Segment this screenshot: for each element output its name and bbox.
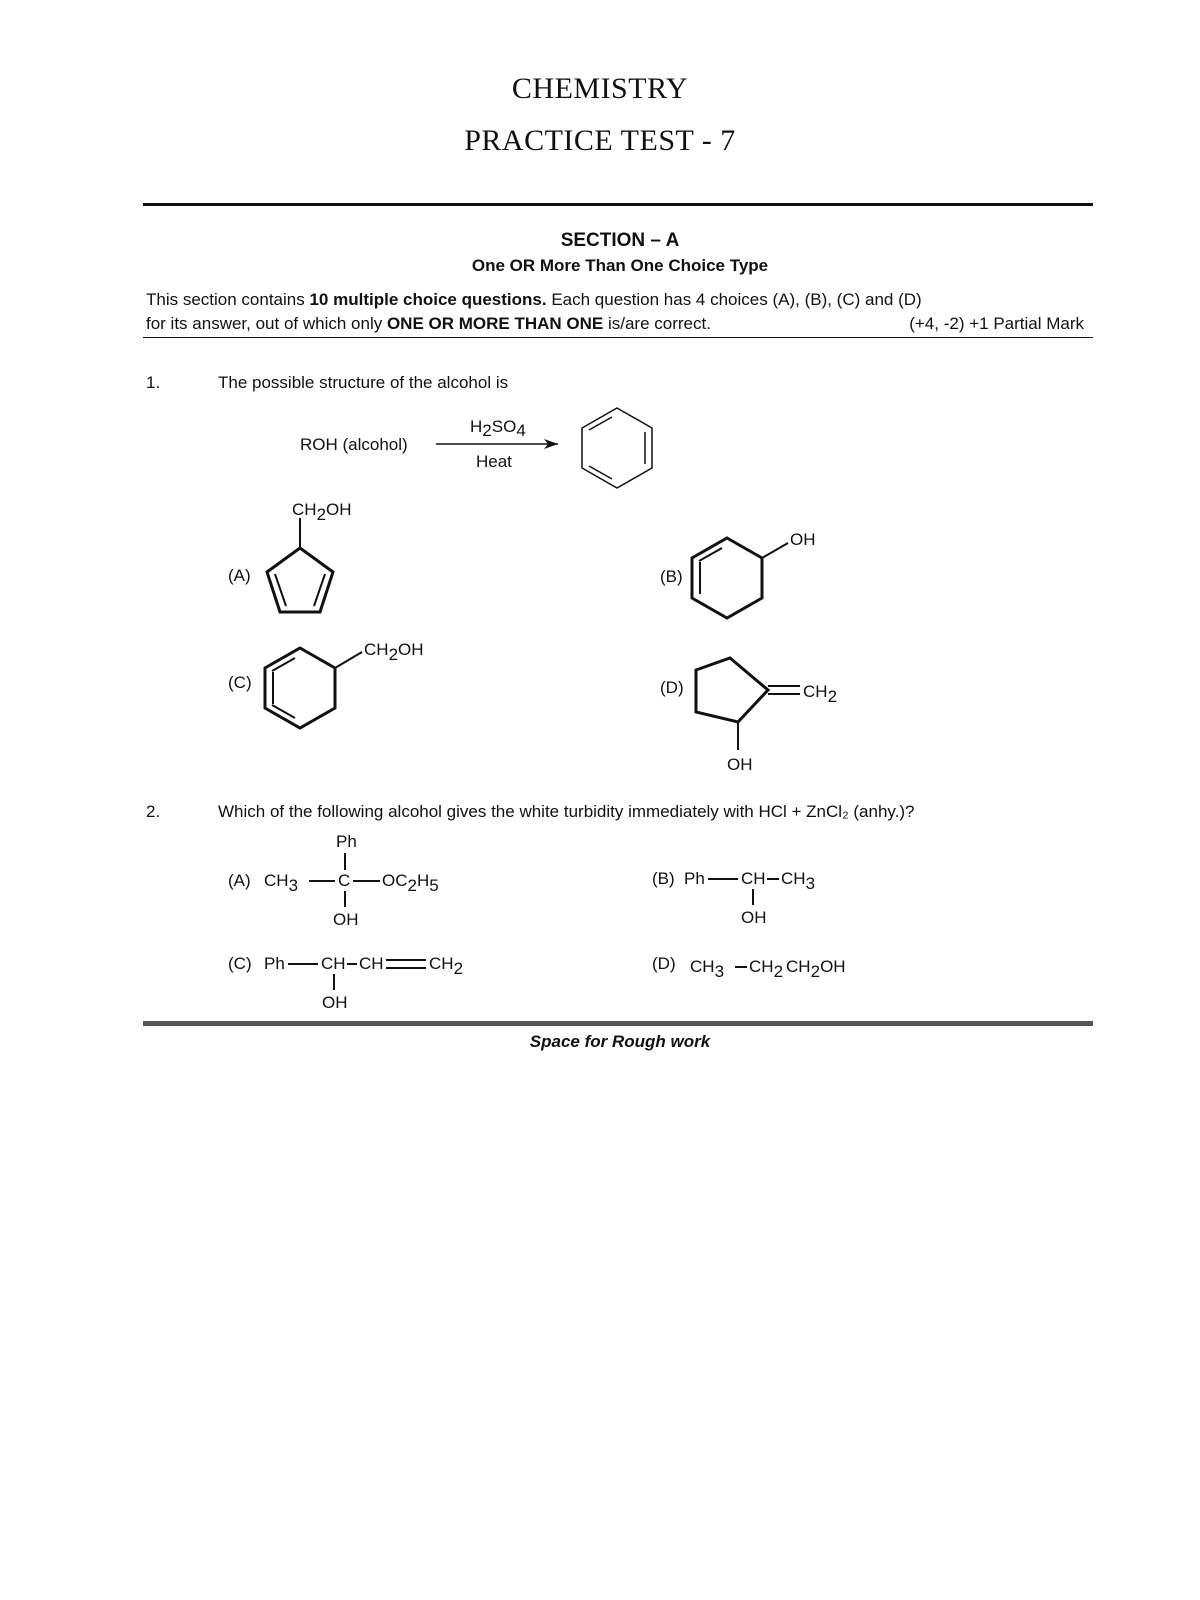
option-a-substituent: CH2OH bbox=[292, 500, 352, 524]
q2-b-hydroxyl: OH bbox=[741, 908, 767, 927]
condition-label: Heat bbox=[476, 452, 512, 471]
option-a-structure bbox=[267, 518, 333, 612]
q2-b-methyl: CH3 bbox=[781, 869, 816, 893]
marking-scheme: (+4, -2) +1 Partial Mark bbox=[909, 314, 1084, 333]
q2-b-ch: CH bbox=[741, 869, 766, 888]
page-title: CHEMISTRY bbox=[511, 72, 689, 105]
q2-a-phenyl: Ph bbox=[336, 832, 357, 851]
q2-option-d-label: (D) bbox=[652, 954, 676, 973]
option-c-substituent: CH2OH bbox=[364, 640, 424, 664]
bottom-divider bbox=[143, 1021, 1093, 1026]
section-title: SECTION – A bbox=[560, 230, 680, 251]
q2-c-ch-2: CH bbox=[359, 954, 384, 973]
q2-c-hydroxyl: OH bbox=[322, 993, 348, 1012]
question-2-number: 2. bbox=[146, 802, 161, 821]
option-a-label: (A) bbox=[228, 566, 251, 585]
question-1-text: The possible structure of the alcohol is bbox=[218, 373, 509, 392]
q2-b-phenyl: Ph bbox=[684, 869, 705, 888]
section-type: One OR More Than One Choice Type bbox=[471, 256, 769, 275]
q2-option-a-label: (A) bbox=[228, 871, 251, 890]
q2-c-methylene: CH2 bbox=[429, 954, 464, 978]
reagent-label: H2SO4 bbox=[470, 417, 526, 440]
instr-text: Each question has 4 choices (A), (B), (C) and (D) bbox=[546, 290, 922, 309]
question-2-text: Which of the following alcohol gives the white turbidity immediately with HCl + ZnCl₂ (anhy.)? bbox=[218, 802, 915, 821]
benzene-product bbox=[582, 408, 652, 488]
q2-option-b-label: (B) bbox=[652, 869, 675, 888]
instr-text: This section contains bbox=[146, 290, 310, 309]
option-d-structure bbox=[696, 658, 800, 750]
instr-text: for its answer, out of which only bbox=[146, 314, 387, 333]
q2-c-ch: CH bbox=[321, 954, 346, 973]
reactant-label: ROH (alcohol) bbox=[300, 435, 408, 454]
instr-bold: ONE OR MORE THAN ONE bbox=[386, 314, 604, 333]
question-1-number: 1. bbox=[146, 373, 161, 392]
option-d-label: (D) bbox=[660, 678, 684, 697]
rough-work-label: Space for Rough work bbox=[529, 1032, 711, 1051]
q2-d-chain: CH2 CH2OH bbox=[749, 957, 846, 981]
q2-c-phenyl: Ph bbox=[264, 954, 285, 973]
q2-a-hydroxyl: OH bbox=[333, 910, 359, 929]
option-b-label: (B) bbox=[660, 567, 683, 586]
instr-text: is/are correct. bbox=[603, 314, 711, 333]
option-b-structure bbox=[692, 538, 788, 618]
q2-a-methyl: CH3 bbox=[264, 871, 299, 895]
q2-a-ethoxy: OC2H5 bbox=[382, 871, 439, 895]
q2-a-carbon: C bbox=[338, 871, 351, 890]
option-b-substituent: OH bbox=[790, 530, 816, 549]
test-title: PRACTICE TEST - 7 bbox=[464, 124, 736, 157]
instr-bold: 10 multiple choice questions. bbox=[309, 290, 547, 309]
option-c-structure bbox=[265, 648, 362, 728]
q2-option-c-label: (C) bbox=[228, 954, 252, 973]
q2-d-methyl: CH3 bbox=[690, 957, 725, 981]
option-d-substituent: CH2 bbox=[803, 682, 838, 706]
option-c-label: (C) bbox=[228, 673, 252, 692]
option-d-hydroxyl: OH bbox=[727, 755, 753, 774]
